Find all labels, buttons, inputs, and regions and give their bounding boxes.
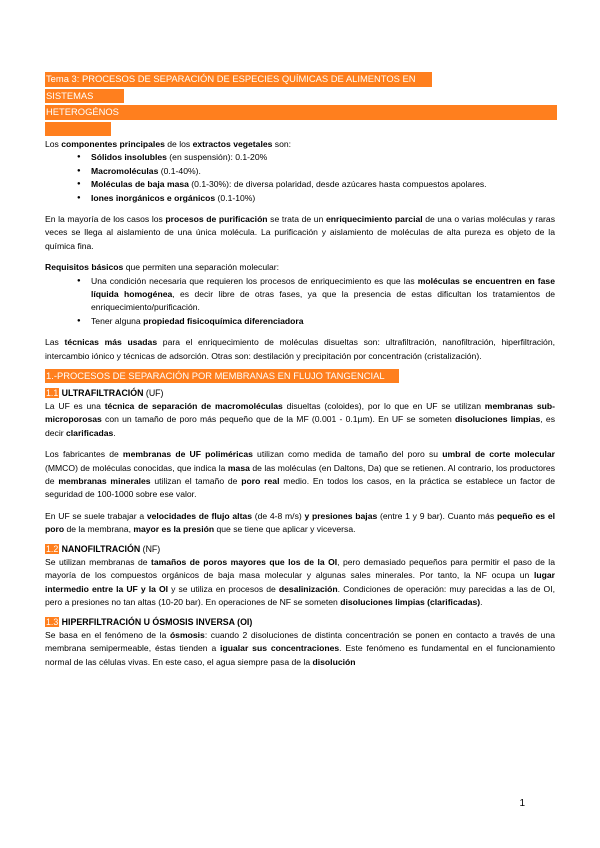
component-desc: (en suspensión): 0.1-20% — [166, 152, 268, 163]
bold-text: disolución — [312, 656, 356, 667]
text: (de 4-8 m/s) — [252, 510, 305, 521]
component-name: Iones inorgánicos e orgánicos — [91, 192, 216, 203]
text: utilizan como medida de tamaño del poro su — [252, 449, 443, 460]
text: (MMCO) de moléculas conocidas, que indica la — [45, 462, 228, 473]
requirements-list — [45, 275, 555, 329]
nf-heading — [45, 543, 555, 556]
requirements-heading — [45, 261, 555, 274]
bold-text: igualar sus concentraciones — [220, 643, 340, 654]
hf-number: 1.3 — [46, 616, 59, 627]
hf-heading — [45, 616, 555, 629]
uf-paragraph-3 — [45, 510, 555, 537]
text: Los fabricantes de — [45, 449, 123, 460]
text: . — [480, 597, 483, 608]
text: de la membrana, — [64, 524, 134, 535]
uf-heading — [45, 387, 555, 400]
text: . Este fenómeno es fundamental en el funcionamiento normal de las células vivas. En este caso, el agua siempre pasa de la — [45, 643, 555, 667]
bold-text: umbral de corte molecular — [442, 449, 555, 460]
bold-text: desalinización — [278, 583, 338, 594]
bold-text: moléculas se encuentren en fase líquida homogénea — [91, 275, 555, 300]
page-number: 1 — [519, 798, 525, 809]
title-highlight-bar — [45, 122, 555, 137]
component-name: Macromoléculas — [91, 165, 159, 176]
bold-text: mayor es la presión — [133, 524, 215, 535]
nf-paragraph — [45, 556, 555, 610]
text: para el enriquecimiento de moléculas disueltas son: ultrafiltración, nanofiltración, hiperfiltración, intercambio iónico y técnicas de adsorción. Otras son: destilación y precipitación por concentración (cristalización). — [45, 337, 555, 361]
text: Una condición necesaria que requieren los procesos de enriquecimiento es que las — [91, 275, 418, 286]
hf-title: HIPERFILTRACIÓN U ÓSMOSIS INVERSA (OI) — [59, 616, 253, 627]
title-line-1 — [45, 72, 555, 87]
bold-text: propiedad fisicoquímica diferenciadora — [143, 315, 304, 326]
text: . Condiciones de operación: muy parecidas a las de OI, pero a presiones no tan altas (10-20 bar). En operaciones de NF se someten — [45, 583, 555, 608]
title-line-2 — [45, 89, 555, 104]
section-1-heading — [45, 369, 555, 383]
bold-text: disoluciones limpias (clarificadas) — [340, 597, 481, 608]
bold-text: y presiones bajas — [304, 510, 378, 521]
bold-text: pequeño es el poro — [45, 510, 555, 535]
nf-title: NANOFILTRACIÓN — [59, 543, 141, 554]
text: se trata de un — [267, 214, 326, 225]
bold-text: disoluciones limpias — [454, 414, 541, 425]
bold-text: clarificadas — [66, 427, 114, 438]
text: Se utilizan membranas de — [45, 556, 151, 567]
bold-text: procesos de purificación — [165, 214, 268, 225]
list-item — [45, 165, 555, 178]
bold-text: membranas minerales — [58, 475, 151, 486]
components-list — [45, 151, 555, 205]
section-1-title: 1.-PROCESOS DE SEPARACIÓN POR MEMBRANAS EN FLUJO TANGENCIAL — [45, 369, 399, 383]
list-item — [45, 275, 555, 315]
list-item — [45, 192, 555, 205]
intro-text: Los — [45, 139, 62, 149]
text: con un tamaño de poro más pequeño que de la MF (0.001 - 0.1µm). En UF se someten — [101, 414, 455, 425]
bold-text: tamaños de poros mayores que los de la OI — [151, 556, 338, 567]
text: (entre 1 y 9 bar). Cuanto más — [377, 510, 497, 521]
text: Las — [45, 337, 65, 348]
component-desc: (0.1-10%) — [215, 192, 256, 203]
uf-abbr: (UF) — [143, 387, 164, 398]
text: En la mayoría de los casos los — [45, 214, 166, 225]
bold-text: ósmosis — [169, 630, 205, 640]
bold-text: enriquecimiento parcial — [325, 214, 423, 225]
bold-text: membranas sub-microporosas — [45, 400, 555, 425]
text: disueltas (coloides), por lo que en UF se utilizan — [282, 400, 485, 411]
component-name: Sólidos insolubles — [91, 152, 167, 163]
nf-abbr: (NF) — [140, 543, 161, 554]
bold-text: membranas de UF poliméricas — [122, 449, 253, 460]
text: , es decir — [45, 414, 555, 438]
text: : cuando 2 disoluciones de distinta concentración se ponen en contacto a través de una membrana semipermeable, éstas tienden a — [45, 630, 555, 654]
text: que permiten una separación molecular: — [123, 262, 280, 273]
text: utilizan el tamaño de — [150, 475, 242, 486]
uf-title: ULTRAFILTRACIÓN — [59, 387, 144, 398]
bold-text: lugar intermedio entre la UF y la OI — [45, 570, 555, 594]
purification-paragraph — [45, 213, 555, 253]
intro-bold: componentes principales — [61, 139, 165, 149]
uf-paragraph-2 — [45, 448, 555, 502]
intro-text: de los — [164, 139, 193, 149]
bold-text: técnicas más usadas — [64, 337, 158, 348]
title-text-3: HETEROGÉNOS — [45, 105, 557, 120]
title-text-1: Tema 3: PROCESOS DE SEPARACIÓN DE ESPECIES QUÍMICAS DE ALIMENTOS EN — [45, 72, 432, 87]
bold-text: poro real — [241, 475, 280, 486]
title-highlight-empty — [45, 122, 111, 137]
list-item — [45, 151, 555, 164]
nf-number: 1.2 — [46, 543, 59, 554]
text: medio. En todos los casos, en la práctica se establece un factor de seguridad de 100-1000 sobre ese valor. — [45, 475, 555, 500]
text: Se basa en el fenómeno de la — [45, 630, 170, 640]
bold-text: masa — [227, 462, 250, 473]
text: que se tiene que aplicar y viceversa. — [214, 524, 356, 535]
bold-text: Requisitos básicos — [45, 262, 124, 273]
component-desc: (0.1-40%). — [158, 165, 201, 176]
component-name: Moléculas de baja masa — [91, 179, 189, 190]
intro-text: son: — [272, 139, 292, 149]
bold-text: técnica de separación de macromoléculas — [104, 400, 283, 411]
bold-text: velocidades de flujo altas — [146, 510, 252, 521]
text: En UF se suele trabajar a — [45, 510, 147, 521]
text: . — [113, 427, 116, 438]
text: , pero demasiado pequeños para permitir el paso de la mayoría de los compuestos orgánicos de baja masa molecular y algunas sales minerales. Por tanto, la NF ocupa un — [45, 556, 555, 581]
intro-paragraph — [45, 138, 555, 151]
text: Tener alguna — [91, 315, 144, 326]
uf-paragraph-1 — [45, 400, 555, 440]
text: de una o varias moléculas y raras veces se llega al aislamiento de una única molécula. La purificación y aislamiento de moléculas de alta pureza es objeto de la química fina. — [45, 214, 555, 251]
hf-paragraph — [45, 629, 555, 669]
techniques-paragraph — [45, 336, 555, 363]
title-text-2: SISTEMAS — [45, 89, 124, 104]
list-item — [45, 315, 555, 328]
uf-number: 1.1 — [46, 387, 59, 398]
title-line-3 — [45, 105, 555, 120]
text: y se utiliza en procesos de — [168, 583, 279, 594]
text: La UF es una — [45, 400, 105, 411]
component-desc: (0.1-30%): de diversa polaridad, desde azúcares hasta compuestos apolares. — [188, 179, 487, 190]
page-content — [45, 72, 555, 669]
text: , es decir libre de otras fases, ya que la presencia de estas dificultan los tratamientos de enriquecimiento/purificación. — [91, 289, 556, 313]
text: de las moléculas (en Daltons, Da) que se retienen. Al contrario, los productores de — [45, 462, 555, 486]
list-item — [45, 178, 555, 191]
intro-bold: extractos vegetales — [192, 139, 273, 149]
